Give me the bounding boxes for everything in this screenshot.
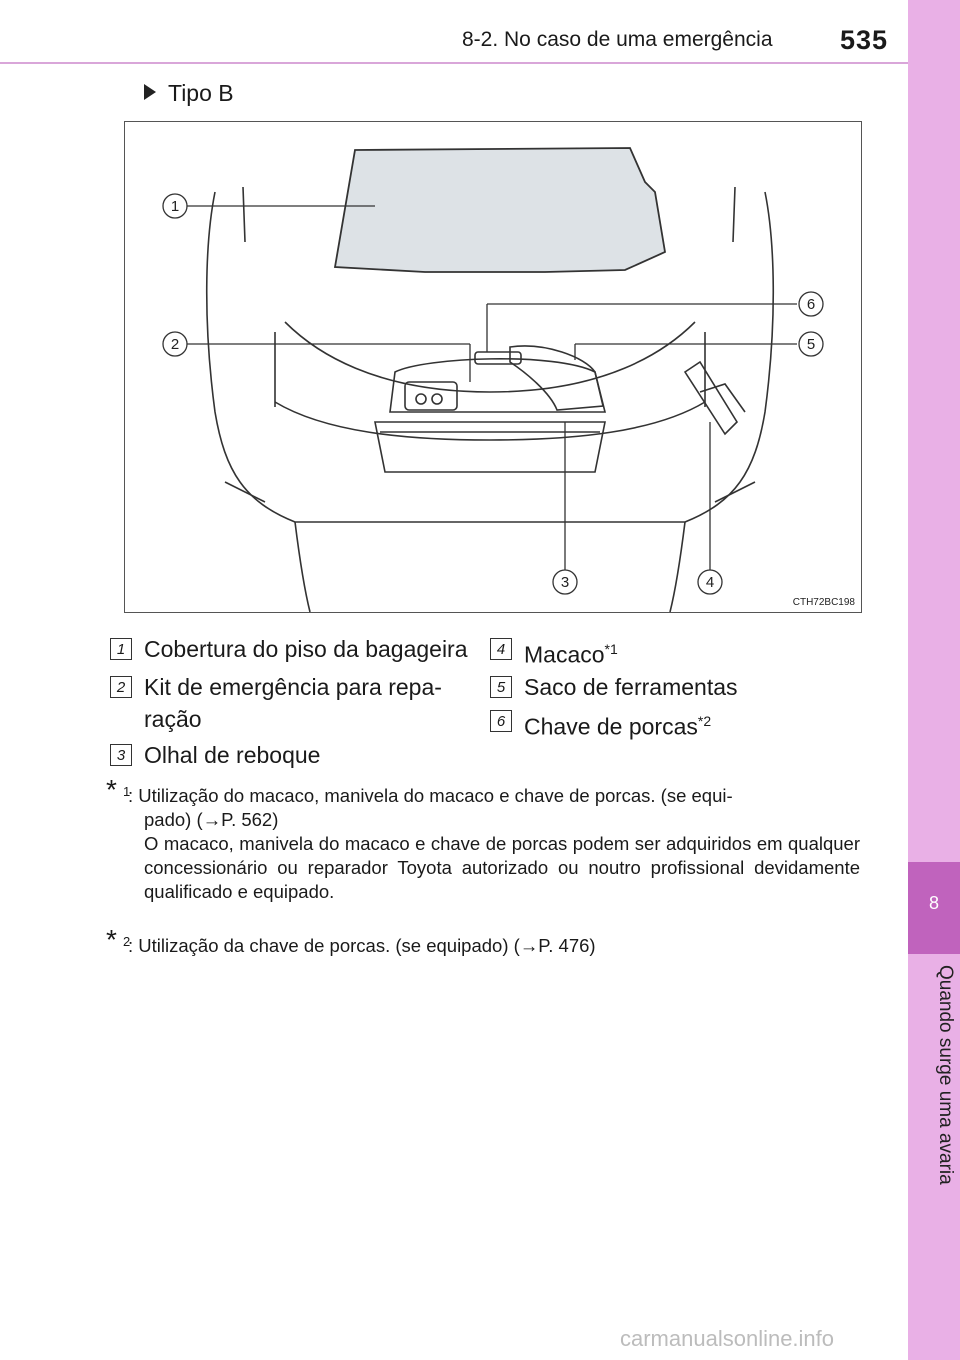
- chapter-sidebar: [908, 0, 960, 1360]
- legend-label-continued: ração: [144, 706, 202, 732]
- footnote-star: *: [106, 774, 117, 805]
- page-number: 535: [840, 25, 889, 55]
- footnote-star-number: 2: [123, 934, 131, 949]
- footnote-marker: *2: [697, 713, 712, 729]
- watermark: carmanualsonline.info: [620, 1326, 835, 1351]
- legend-label: Cobertura do piso da bagageira: [144, 636, 468, 662]
- callout-1: 1: [170, 198, 180, 215]
- legend-label: Saco de ferramentas: [524, 674, 738, 700]
- footnote-text: pado) (→P. 562): [144, 809, 279, 830]
- chapter-number: 8: [928, 893, 939, 913]
- car-trunk-drawing: [125, 122, 861, 612]
- legend-number: 3: [110, 744, 132, 766]
- legend-label: Olhal de reboque: [144, 742, 321, 768]
- legend-number: 5: [490, 676, 512, 698]
- page-header: [0, 0, 908, 64]
- figure-heading-text: Tipo B: [168, 80, 234, 106]
- legend-label: [524, 706, 711, 742]
- footnote-text: : Utilização da chave de porcas. (se equipado) (→P. 476): [128, 935, 596, 956]
- callout-6: 6: [806, 296, 816, 313]
- footnote-star: *: [106, 924, 117, 955]
- trunk-illustration: [124, 121, 862, 613]
- legend-number: 6: [490, 710, 512, 732]
- footnote-marker: *1: [604, 641, 618, 657]
- floor-cover-panel: [335, 148, 665, 272]
- callout-3: 3: [560, 574, 570, 591]
- footnote-text: O macaco, manivela do macaco e chave de porcas podem ser adquiridos em qualquer concessionário ou reparador Toyota autorizado ou noutro profissional devidamente qualificado e equipado.: [144, 833, 860, 902]
- legend-number: 1: [110, 638, 132, 660]
- footnote-star-number: 1: [123, 784, 131, 799]
- legend-label: Kit de emergência para repa-: [144, 674, 442, 700]
- legend-label-text: Chave de porcas: [524, 713, 698, 740]
- legend-label-text: Macaco: [524, 641, 605, 668]
- section-title: 8-2. No caso de uma emergência: [462, 28, 773, 51]
- callout-4: 4: [705, 574, 715, 591]
- figure-heading: [144, 80, 234, 107]
- footnote-text: : Utilização do macaco, manivela do macaco e chave de porcas. (se equi-: [128, 785, 733, 806]
- triangle-bullet-icon: [144, 84, 156, 100]
- figure-code: CTH72BC198: [792, 597, 855, 608]
- legend-number: 4: [490, 638, 512, 660]
- chapter-title: Quando surge uma avaria: [935, 965, 956, 1185]
- legend-number: 2: [110, 676, 132, 698]
- callout-2: 2: [170, 336, 180, 353]
- callout-5: 5: [806, 336, 816, 353]
- header-rule: [0, 62, 908, 64]
- legend-label: [524, 634, 618, 670]
